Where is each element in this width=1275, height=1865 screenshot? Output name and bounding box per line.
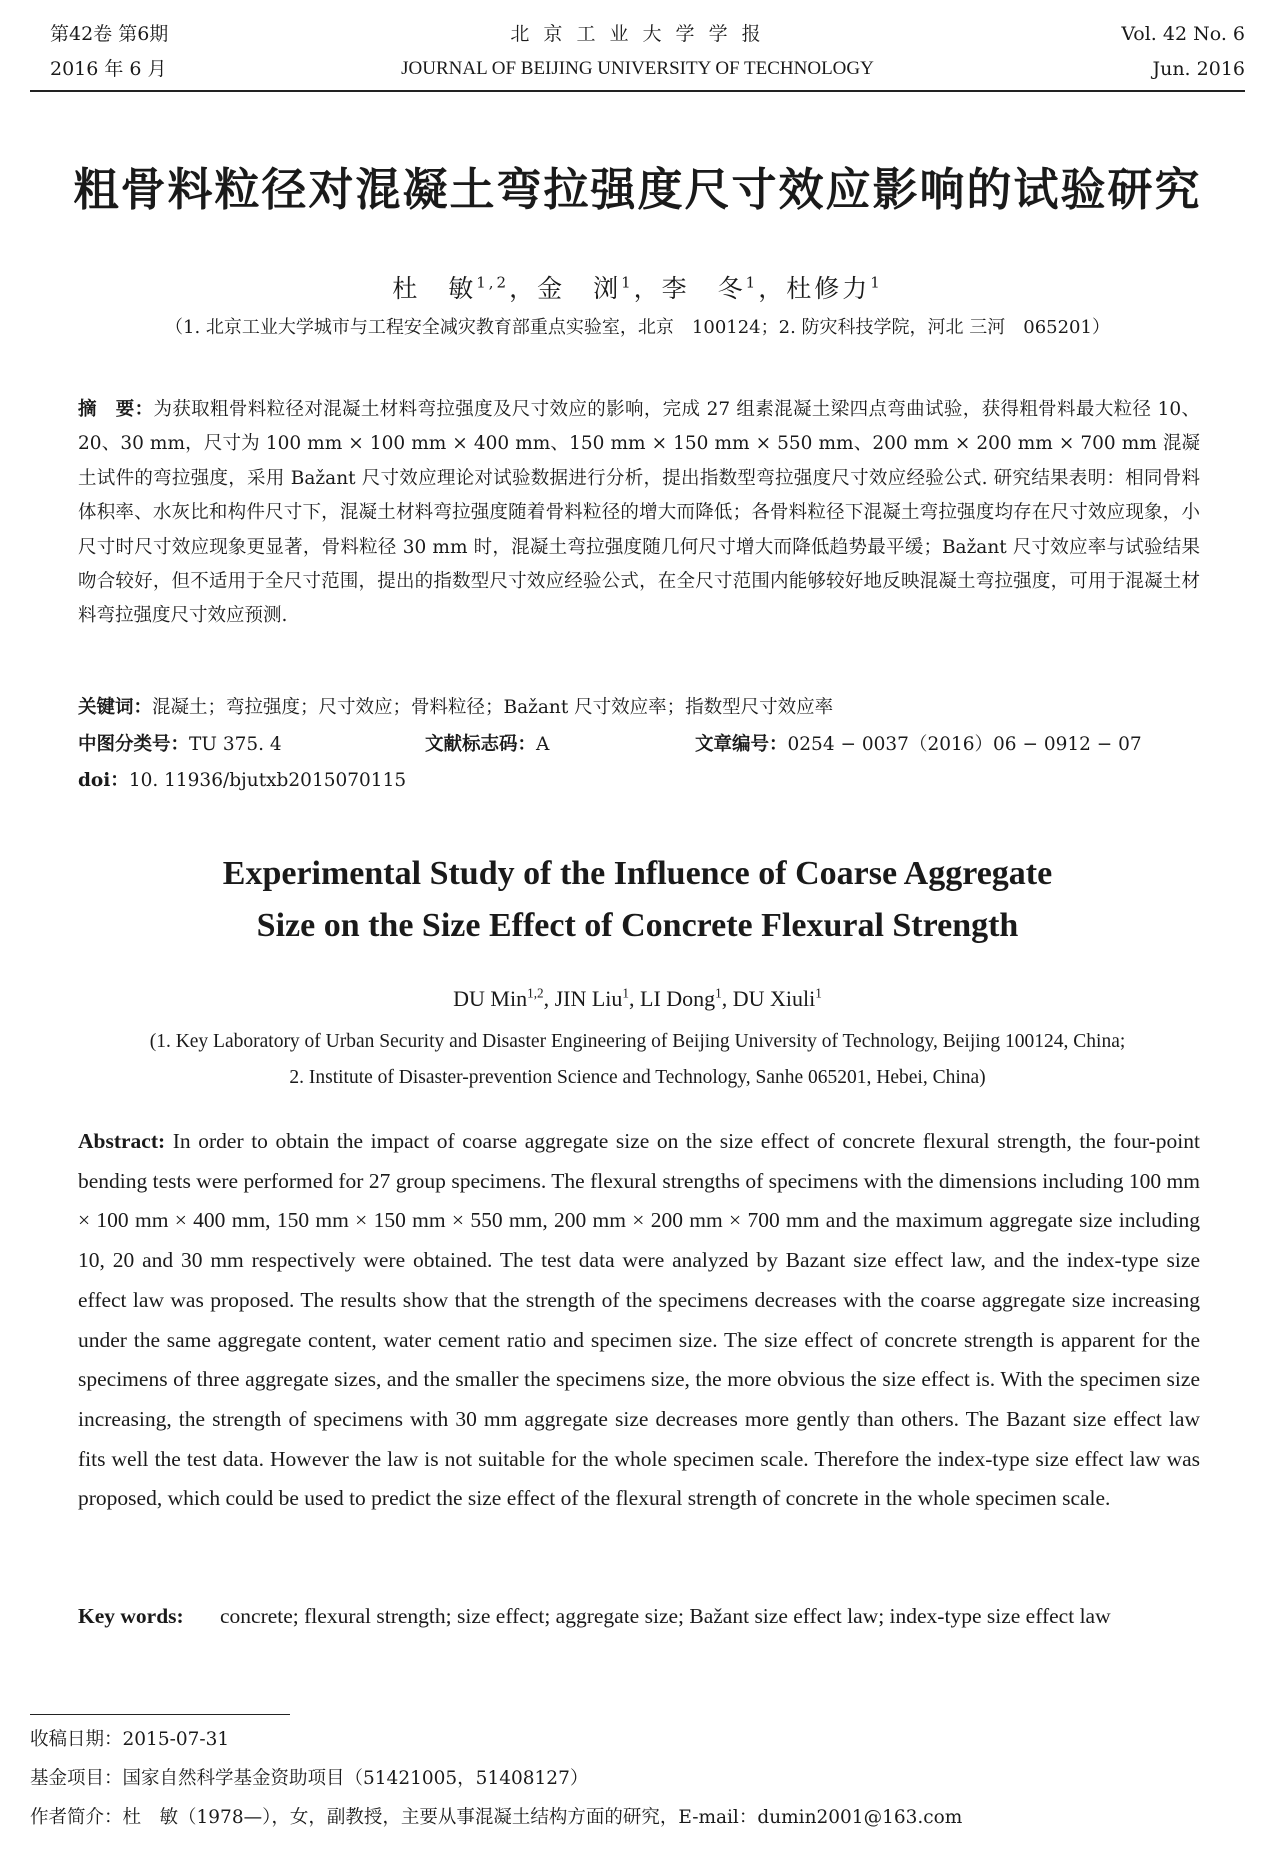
- cn-author-1: 杜 敏: [392, 274, 477, 303]
- en-author-4-affil: 1: [815, 985, 822, 1001]
- cn-article-no: [695, 730, 1142, 760]
- en-author-sep: ,: [629, 986, 640, 1011]
- cn-article-no-value: 0254 − 0037（2016）06 − 0912 − 07: [787, 734, 1142, 755]
- en-author-3-affil: 1: [715, 985, 722, 1001]
- cn-affiliation: （1. 北京工业大学城市与工程安全减灾教育部重点实验室，北京 100124；2. 防灾科技学院，河北 三河 065201）: [165, 317, 1110, 338]
- en-title: [0, 848, 1275, 952]
- footnote-received-value: 2015-07-31: [122, 1729, 230, 1750]
- en-author-1: DU Min: [453, 986, 528, 1011]
- en-abstract-label: Abstract:: [78, 1129, 166, 1153]
- cn-authors: [0, 272, 1275, 306]
- cn-author-sep: ，: [758, 274, 787, 303]
- cn-clc: [78, 730, 282, 760]
- footnote-author: [30, 1805, 962, 1831]
- cn-keywords: [78, 693, 833, 723]
- footnote-author-value: 杜 敏（1978—），女，副教授，主要从事混凝土结构方面的研究，E-mail：dumin2001@163.com: [122, 1807, 963, 1828]
- en-authors: [0, 984, 1275, 1014]
- cn-author-sep: ，: [633, 274, 662, 303]
- en-abstract-text: In order to obtain the impact of coarse aggregate size on the size effect of concrete flexural strength, the four-point bending tests were performed for 27 group specimens. The flexural strengths of specimens with the dimensions including 100 mm × 100 mm × 400 mm, 150 mm × 150 mm × 550 mm, 200 mm × 200 mm × 700 mm and the maximum aggregate size including 10, 20 and 30 mm respectively were obtained. The test data were analyzed by Bazant size effect law, and the index-type size effect law was proposed. The results show that the strength of the specimens decreases with the coarse aggregate size increasing under the same aggregate content, water cement ratio and specimen size. The size effect of concrete strength is apparent for the specimens of three aggregate sizes, and the smaller the specimens size, the more obvious the size effect is. With the specimen size increasing, the strength of specimens with 30 mm aggregate size decreases more gently than others. The Bazant size effect law fits well the test data. However the law is not suitable for the whole specimen scale. Therefore the index-type size effect law was proposed, which could be used to predict the size effect of the flexural strength of concrete in the whole specimen scale.: [78, 1129, 1201, 1511]
- en-affiliation-line-1: (1. Key Laboratory of Urban Security and Disaster Engineering of Beijing University of Technology, Beijing 100124, China;: [149, 1031, 1126, 1052]
- en-author-3: LI Dong: [640, 986, 716, 1011]
- en-keywords-label: Key words:: [78, 1604, 184, 1628]
- en-author-4: DU Xiuli: [732, 986, 816, 1011]
- footnote-received-label: 收稿日期：: [30, 1729, 123, 1750]
- footnote-received: [30, 1727, 229, 1753]
- en-title-line-2: Size on the Size Effect of Concrete Flexural Strength: [256, 907, 1019, 944]
- en-author-1-affil: 1,2: [527, 985, 544, 1001]
- en-author-2: JIN Liu: [554, 986, 623, 1011]
- footnote-fund-label: 基金项目：: [30, 1768, 123, 1789]
- en-abstract: [78, 1122, 1200, 1519]
- cn-keywords-label: 关键词：: [78, 697, 153, 718]
- cn-article-no-label: 文章编号：: [695, 734, 788, 755]
- header-cn-issue: 第42卷 第6期: [50, 23, 169, 45]
- footnote-author-label: 作者简介：: [30, 1807, 123, 1828]
- cn-keywords-text: 混凝土；弯拉强度；尺寸效应；骨料粒径；Bažant 尺寸效应率；指数型尺寸效应率: [152, 697, 834, 718]
- cn-doi-label: doi：: [78, 770, 129, 791]
- cn-author-1-affil: 1,2: [476, 273, 510, 292]
- cn-abstract-label: 摘 要：: [78, 399, 154, 420]
- en-keywords-text: concrete; flexural strength; size effect; aggregate size; Bažant size effect law; index-type size effect law: [220, 1604, 1111, 1628]
- footnote-rule: [30, 1714, 290, 1715]
- en-title-line-1: Experimental Study of the Influence of Coarse Aggregate: [222, 855, 1053, 892]
- cn-author-3: 李 冬: [661, 274, 746, 303]
- cn-author-sep: ，: [509, 274, 538, 303]
- cn-doccode-value: A: [536, 734, 550, 755]
- header-cn-date: 2016 年 6 月: [50, 58, 167, 80]
- cn-abstract-text: 为获取粗骨料粒径对混凝土材料弯拉强度及尺寸效应的影响，完成 27 组素混凝土梁四点弯曲试验，获得粗骨料最大粒径 10、20、30 mm，尺寸为 100 mm × 100 mm × 400 mm、150 mm × 150 mm × 550 mm、200 mm × 200 mm × 700 mm 混凝土试件的弯拉强度，采用 Bažant 尺寸效应理论对试验数据进行分析，提出指数型弯拉强度尺寸效应经验公式. 研究结果表明：相同骨料体积率、水灰比和构件尺寸下，混凝土材料弯拉强度随着骨料粒径的增大而降低；各骨料粒径下混凝土弯拉强度均存在尺寸效应现象，小尺寸时尺寸效应现象更显著，骨料粒径 30 mm 时，混凝土弯拉强度随几何尺寸增大而降低趋势最平缓；Bažant 尺寸效应率与试验结果吻合较好，但不适用于全尺寸范围，提出的指数型尺寸效应经验公式，在全尺寸范围内能够较好地反映混凝土弯拉强度，可用于混凝土材料弯拉强度尺寸效应预测.: [78, 399, 1200, 627]
- cn-clc-value: TU 375. 4: [189, 734, 282, 755]
- header-en-issue: Vol. 42 No. 6: [1121, 23, 1245, 45]
- header-en-date: Jun. 2016: [1152, 58, 1245, 80]
- cn-doccode: [425, 730, 549, 760]
- header-en-journal: JOURNAL OF BEIJING UNIVERSITY OF TECHNOLOGY: [401, 58, 874, 79]
- cn-author-2: 金 浏: [537, 274, 622, 303]
- header-cn-journal: 北 京 工 业 大 学 学 报: [510, 23, 765, 45]
- header-rule: [30, 90, 1245, 92]
- en-author-2-affil: 1: [622, 985, 629, 1001]
- cn-author-3-affil: 1: [745, 273, 759, 292]
- cn-doi-value: 10. 11936/bjutxb2015070115: [128, 770, 407, 791]
- en-author-sep: ,: [543, 986, 555, 1011]
- cn-title: 粗骨料粒径对混凝土弯拉强度尺寸效应影响的试验研究: [73, 163, 1202, 216]
- en-affiliation-line-2: 2. Institute of Disaster-prevention Science and Technology, Sanhe 065201, Hebei, China): [289, 1067, 986, 1088]
- footnote-fund-value: 国家自然科学基金资助项目（51421005，51408127）: [122, 1768, 589, 1789]
- cn-author-4: 杜修力: [786, 274, 871, 303]
- cn-abstract: [78, 393, 1200, 634]
- en-author-sep: ,: [721, 986, 733, 1011]
- cn-clc-label: 中图分类号：: [78, 734, 190, 755]
- cn-author-2-affil: 1: [621, 273, 634, 292]
- cn-author-4-affil: 1: [870, 273, 883, 292]
- cn-doi: [78, 766, 406, 796]
- footnote-fund: [30, 1766, 588, 1792]
- cn-doccode-label: 文献标志码：: [425, 734, 537, 755]
